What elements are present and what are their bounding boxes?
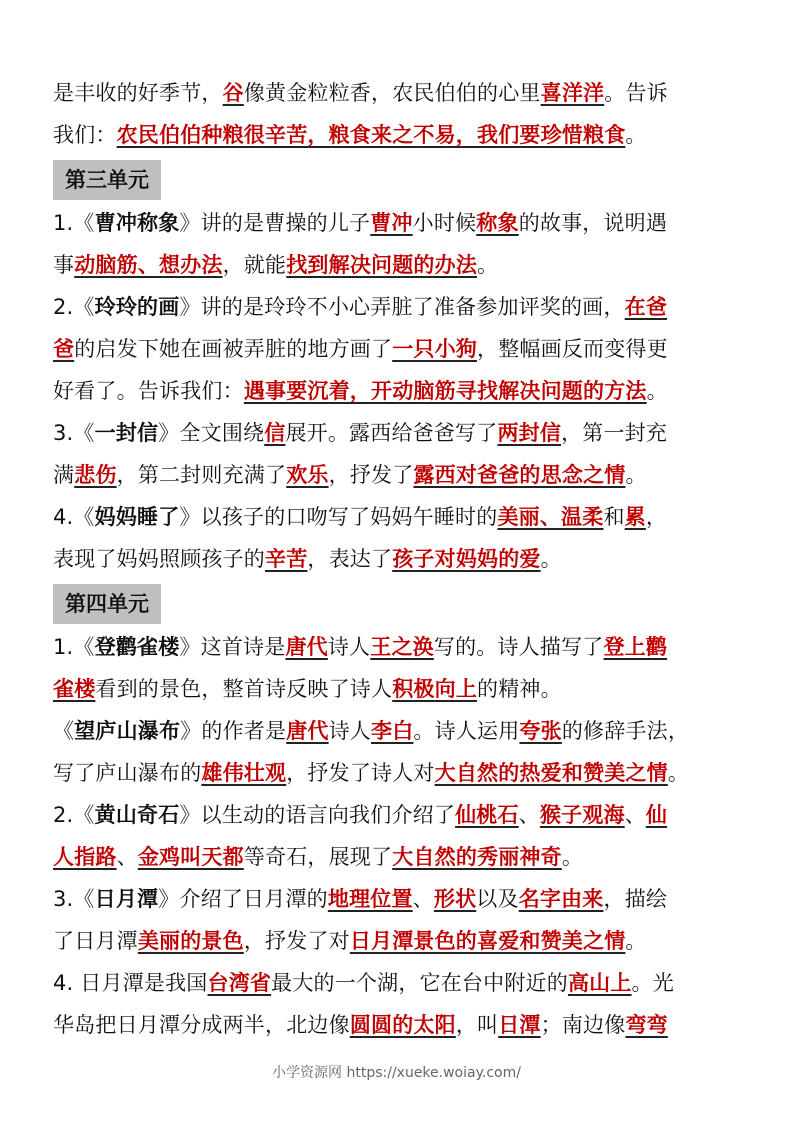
body-text: 等奇石，展现了 xyxy=(243,845,393,869)
answer-highlight: 曹冲 xyxy=(370,211,413,235)
lesson-title: 妈妈睡了 xyxy=(94,505,180,529)
lesson-title: 登鹳雀楼 xyxy=(94,635,180,659)
lesson-title: 望庐山瀑布 xyxy=(74,719,181,743)
answer-highlight: 日月潭景色的喜爱和赞美之情 xyxy=(349,929,626,953)
body-text: 。 xyxy=(625,929,647,953)
answer-highlight: 人指路 xyxy=(53,845,117,869)
body-text: 最大的一个湖，它在台中附近的 xyxy=(271,971,568,995)
answer-highlight: 农民伯伯种粮很辛苦，粮食来之不易，我们要珍惜粮食 xyxy=(116,123,626,147)
intro-paragraph xyxy=(53,72,743,156)
body-text: 写的。诗人描写了 xyxy=(433,635,604,659)
body-text: 好看了。告诉我们： xyxy=(53,379,244,403)
body-text: ，就能 xyxy=(222,253,287,277)
answer-highlight: 王之涣 xyxy=(370,635,434,659)
body-text: 》这首诗是 xyxy=(179,635,286,659)
document-page xyxy=(53,72,743,1046)
body-text: 。光 xyxy=(631,971,674,995)
answer-highlight: 遇事要沉着，开动脑筋寻找解决问题的方法 xyxy=(243,379,647,403)
answer-highlight: 孩子对妈妈的爱 xyxy=(392,547,541,571)
units-container xyxy=(53,156,743,1046)
body-text: 诗人 xyxy=(327,635,371,659)
body-text: ，描绘 xyxy=(603,887,668,911)
body-text: 4.《 xyxy=(53,505,95,529)
body-text: 4. 日月潭是我国 xyxy=(53,971,208,995)
text-line xyxy=(53,454,743,496)
body-text: 1.《 xyxy=(53,635,95,659)
body-text: ，叫 xyxy=(455,1013,499,1037)
text-line xyxy=(53,626,743,668)
answer-highlight: 大自然的热爱和赞美之情 xyxy=(434,761,668,785)
text-line xyxy=(53,878,743,920)
answer-highlight: 累 xyxy=(624,505,646,529)
body-text: 满 xyxy=(53,463,75,487)
body-text: ，抒发了 xyxy=(328,463,414,487)
text-line xyxy=(53,328,743,370)
answer-highlight: 美丽的景色 xyxy=(137,929,244,953)
body-text: 。 xyxy=(625,123,647,147)
answer-highlight: 登上鹳 xyxy=(603,635,668,659)
body-text: 写了庐山瀑布的 xyxy=(53,761,202,785)
text-line xyxy=(53,202,743,244)
body-text: 展开。露西给爸爸写了 xyxy=(285,421,498,445)
answer-highlight: 爸 xyxy=(53,337,75,361)
body-text: 以及 xyxy=(476,887,519,911)
body-text: 》介绍了日月潭的 xyxy=(158,887,328,911)
lesson-title: 一封信 xyxy=(94,421,159,445)
text-line xyxy=(53,920,743,962)
answer-highlight: 悲伤 xyxy=(74,463,117,487)
body-text: 2.《 xyxy=(53,295,95,319)
body-text: ；南边像 xyxy=(540,1013,626,1037)
unit-section xyxy=(53,156,743,580)
body-text: 3.《 xyxy=(53,421,95,445)
body-text: 表现了妈妈照顾孩子的 xyxy=(53,547,265,571)
text-line xyxy=(53,794,743,836)
body-text: 的启发下她在画被弄脏的地方画了 xyxy=(74,337,393,361)
body-text: 。 xyxy=(667,761,690,785)
body-text: 。 xyxy=(625,463,647,487)
body-text: 》以生动的语言向我们介绍了 xyxy=(179,803,456,827)
lesson-title: 曹冲称象 xyxy=(94,211,180,235)
text-line xyxy=(53,668,743,710)
unit-heading: 第四单元 xyxy=(53,584,161,624)
body-text: 。告诉 xyxy=(604,81,668,105)
answer-highlight: 仙 xyxy=(645,803,668,827)
lesson-title: 玲玲的画 xyxy=(94,295,180,319)
answer-highlight: 辛苦 xyxy=(265,547,308,571)
unit-heading: 第三单元 xyxy=(53,160,161,200)
answer-highlight: 台湾省 xyxy=(207,971,272,995)
body-text: ， xyxy=(645,505,668,529)
answer-highlight: 大自然的秀丽神奇 xyxy=(392,845,562,869)
text-line xyxy=(53,412,743,454)
answer-highlight: 地理位置 xyxy=(327,887,413,911)
answer-highlight: 弯弯 xyxy=(625,1013,668,1037)
body-text: ，整幅画反而变得更 xyxy=(477,337,668,361)
answer-highlight: 猴子观海 xyxy=(539,803,625,827)
body-text: 诗人 xyxy=(328,719,372,743)
text-line xyxy=(53,72,743,114)
answer-highlight: 喜洋洋 xyxy=(540,81,605,105)
body-text: ，表达了 xyxy=(307,547,393,571)
unit-section xyxy=(53,580,743,1046)
text-line xyxy=(53,496,743,538)
body-text: 》的作者是 xyxy=(180,719,287,743)
answer-highlight: 仙桃石 xyxy=(455,803,519,827)
body-text: 事 xyxy=(53,253,75,277)
text-line xyxy=(53,114,743,156)
text-line xyxy=(53,244,743,286)
body-text: 1.《 xyxy=(53,211,95,235)
body-text: 小时候 xyxy=(412,211,477,235)
answer-highlight: 圆圆的太阳 xyxy=(349,1013,456,1037)
answer-highlight: 在爸 xyxy=(624,295,668,319)
body-text: 》以孩子的口吻写了妈妈午睡时的 xyxy=(179,505,498,529)
answer-highlight: 谷 xyxy=(222,81,244,105)
answer-highlight: 一只小狗 xyxy=(392,337,478,361)
answer-highlight: 动脑筋、想办法 xyxy=(74,253,223,277)
answer-highlight: 金鸡叫天都 xyxy=(137,845,244,869)
text-line xyxy=(53,962,743,1004)
body-text: ，抒发了诗人对 xyxy=(286,761,435,785)
body-text: 像黄金粒粒香，农民伯伯的心里 xyxy=(243,81,541,105)
answer-highlight: 称象 xyxy=(476,211,519,235)
body-text: ，抒发了对 xyxy=(243,929,350,953)
body-text: 》全文围绕 xyxy=(158,421,265,445)
text-line xyxy=(53,370,743,412)
footer-watermark: 小学资源网 https://xueke.woiay.com/ xyxy=(272,1065,521,1081)
answer-highlight: 日潭 xyxy=(498,1013,541,1037)
body-text: 、 xyxy=(518,803,540,827)
text-line xyxy=(53,1004,743,1046)
answer-highlight: 唐代 xyxy=(286,719,329,743)
body-text: ，第一封充 xyxy=(561,421,668,445)
answer-highlight: 高山上 xyxy=(567,971,632,995)
body-text: 。诗人运用 xyxy=(413,719,520,743)
text-line xyxy=(53,752,743,794)
answer-highlight: 唐代 xyxy=(285,635,328,659)
answer-highlight: 名字由来 xyxy=(518,887,604,911)
text-line xyxy=(53,710,743,752)
body-text: 华岛把日月潭分成两半，北边像 xyxy=(53,1013,350,1037)
answer-highlight: 找到解决问题的办法 xyxy=(286,253,478,277)
body-text: 》讲的是曹操的儿子 xyxy=(179,211,371,235)
body-text: 、 xyxy=(412,887,434,911)
body-text: 了日月潭 xyxy=(53,929,138,953)
text-line xyxy=(53,538,743,580)
body-text: 看到的景色，整首诗反映了诗人 xyxy=(95,677,393,701)
body-text: 和 xyxy=(603,505,625,529)
body-text: 的修辞手法， xyxy=(561,719,690,743)
answer-highlight: 欢乐 xyxy=(286,463,329,487)
body-text: 》讲的是玲玲不小心弄脏了准备参加评奖的画， xyxy=(179,295,625,319)
lesson-title: 日月潭 xyxy=(94,887,159,911)
text-line xyxy=(53,836,743,878)
answer-highlight: 积极向上 xyxy=(392,677,478,701)
body-text: ，第二封则充满了 xyxy=(116,463,287,487)
body-text: 3.《 xyxy=(53,887,95,911)
body-text: 的故事，说明遇 xyxy=(518,211,668,235)
answer-highlight: 美丽、温柔 xyxy=(497,505,604,529)
body-text: 。 xyxy=(477,253,499,277)
answer-highlight: 雀楼 xyxy=(53,677,96,701)
body-text: 2.《 xyxy=(53,803,95,827)
body-text: 。 xyxy=(646,379,668,403)
body-text: 《 xyxy=(53,719,75,743)
lesson-title: 黄山奇石 xyxy=(94,803,180,827)
body-text: 的精神。 xyxy=(477,677,562,701)
answer-highlight: 李白 xyxy=(371,719,414,743)
answer-highlight: 露西对爸爸的思念之情 xyxy=(413,463,626,487)
body-text: 、 xyxy=(116,845,138,869)
body-text: 我们： xyxy=(53,123,117,147)
body-text: 是丰收的好季节， xyxy=(53,81,223,105)
text-line xyxy=(53,286,743,328)
answer-highlight: 两封信 xyxy=(497,421,562,445)
answer-highlight: 形状 xyxy=(433,887,477,911)
body-text: 、 xyxy=(624,803,646,827)
answer-highlight: 夸张 xyxy=(519,719,562,743)
body-text: 。 xyxy=(561,845,584,869)
body-text: 。 xyxy=(540,547,562,571)
answer-highlight: 雄伟壮观 xyxy=(201,761,287,785)
answer-highlight: 信 xyxy=(264,421,286,445)
